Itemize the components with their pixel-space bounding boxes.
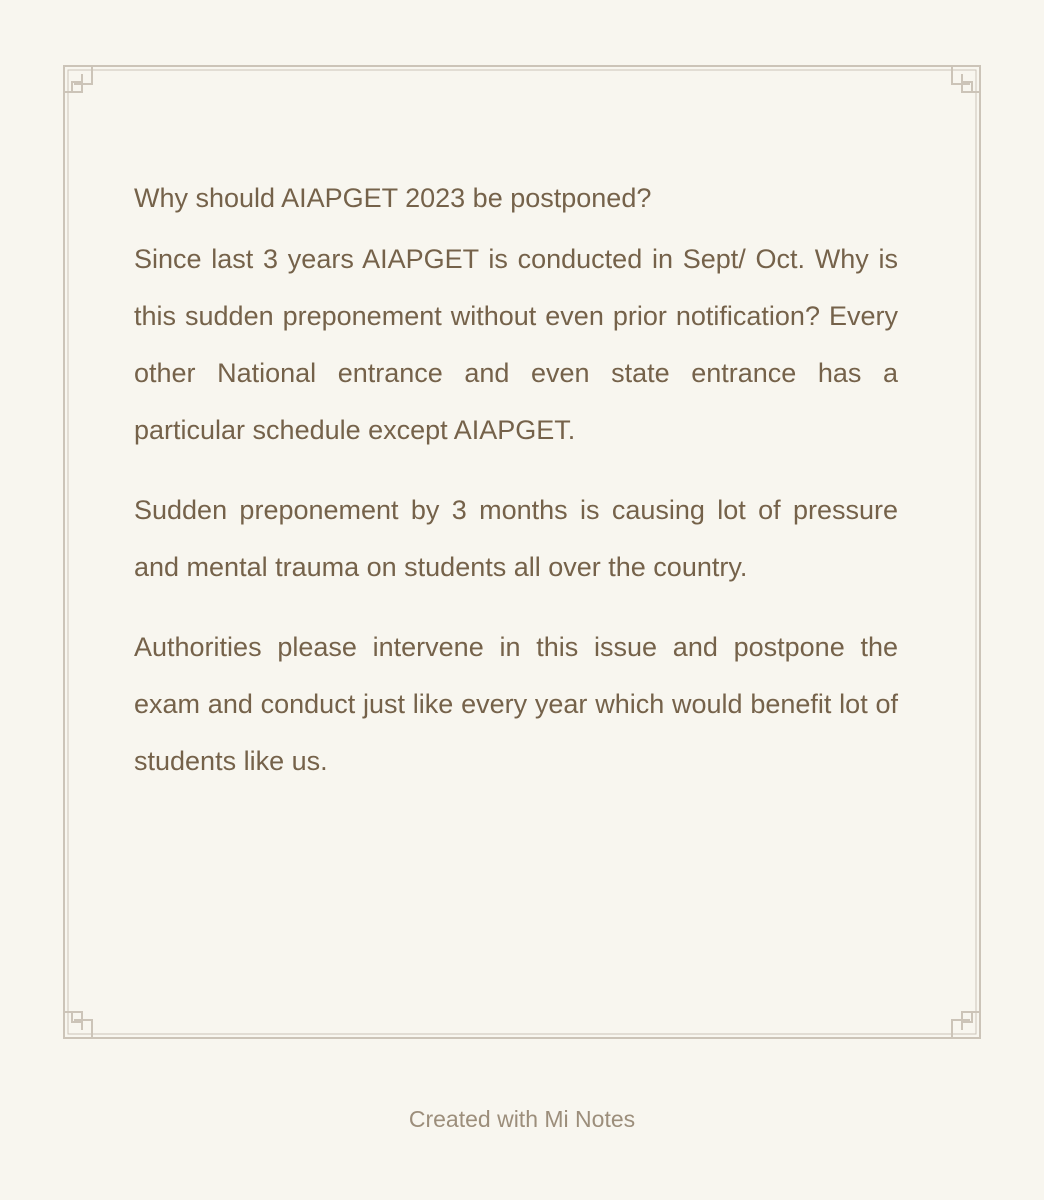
note-paragraph-2: Sudden preponement by 3 months is causing lot of pressure and mental trauma on students all over the country. xyxy=(134,495,898,582)
created-with-footer: Created with Mi Notes xyxy=(408,1106,636,1132)
note-title: Why should AIAPGET 2023 be postponed? xyxy=(134,183,652,213)
note-content[interactable] xyxy=(134,170,898,790)
note-paragraph-1: Since last 3 years AIAPGET is conducted in Sept/ Oct. Why is this sudden preponement without even prior notification? Every other National entrance and even state entrance has a particular schedule except AIAPGET. xyxy=(134,244,898,445)
note-paragraph-3: Authorities please intervene in this issue and postpone the exam and conduct just like every year which would benefit lot of students like us. xyxy=(134,632,898,776)
